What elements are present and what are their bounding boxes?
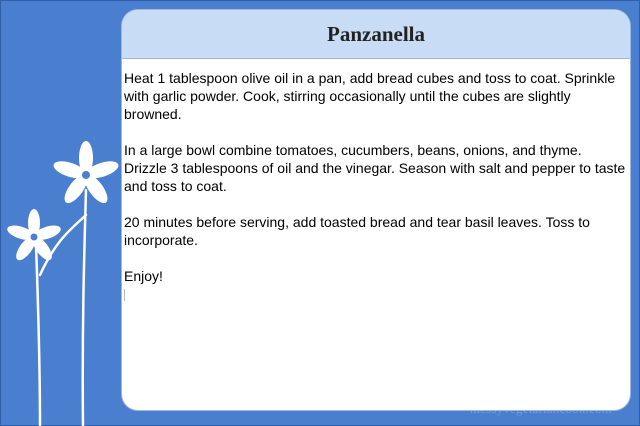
recipe-card-header	[122, 10, 630, 59]
text-cursor	[124, 289, 125, 301]
recipe-closing: Enjoy!	[124, 268, 163, 284]
flower-icon-small	[6, 209, 63, 263]
recipe-title: Panzanella	[327, 21, 425, 46]
flower-decoration	[0, 0, 140, 426]
recipe-step-3: 20 minutes before serving, add toasted bread and tear basil leaves. Toss to incorporate.	[124, 214, 590, 248]
recipe-step-1: Heat 1 tablespoon olive oil in a pan, add bread cubes and toss to coat. Sprinkle with garlic powder. Cook, stirring occasionally until the cubes are slightly browned.	[124, 70, 616, 122]
flower-stems	[36, 190, 86, 426]
recipe-text-area[interactable]	[122, 59, 630, 301]
recipe-card	[122, 10, 630, 410]
recipe-step-2: In a large bowl combine tomatoes, cucumbers, beans, onions, and thyme. Drizzle 3 tablespoons of oil and the vinegar. Season with salt and pepper to taste and toss to coat.	[124, 142, 626, 194]
